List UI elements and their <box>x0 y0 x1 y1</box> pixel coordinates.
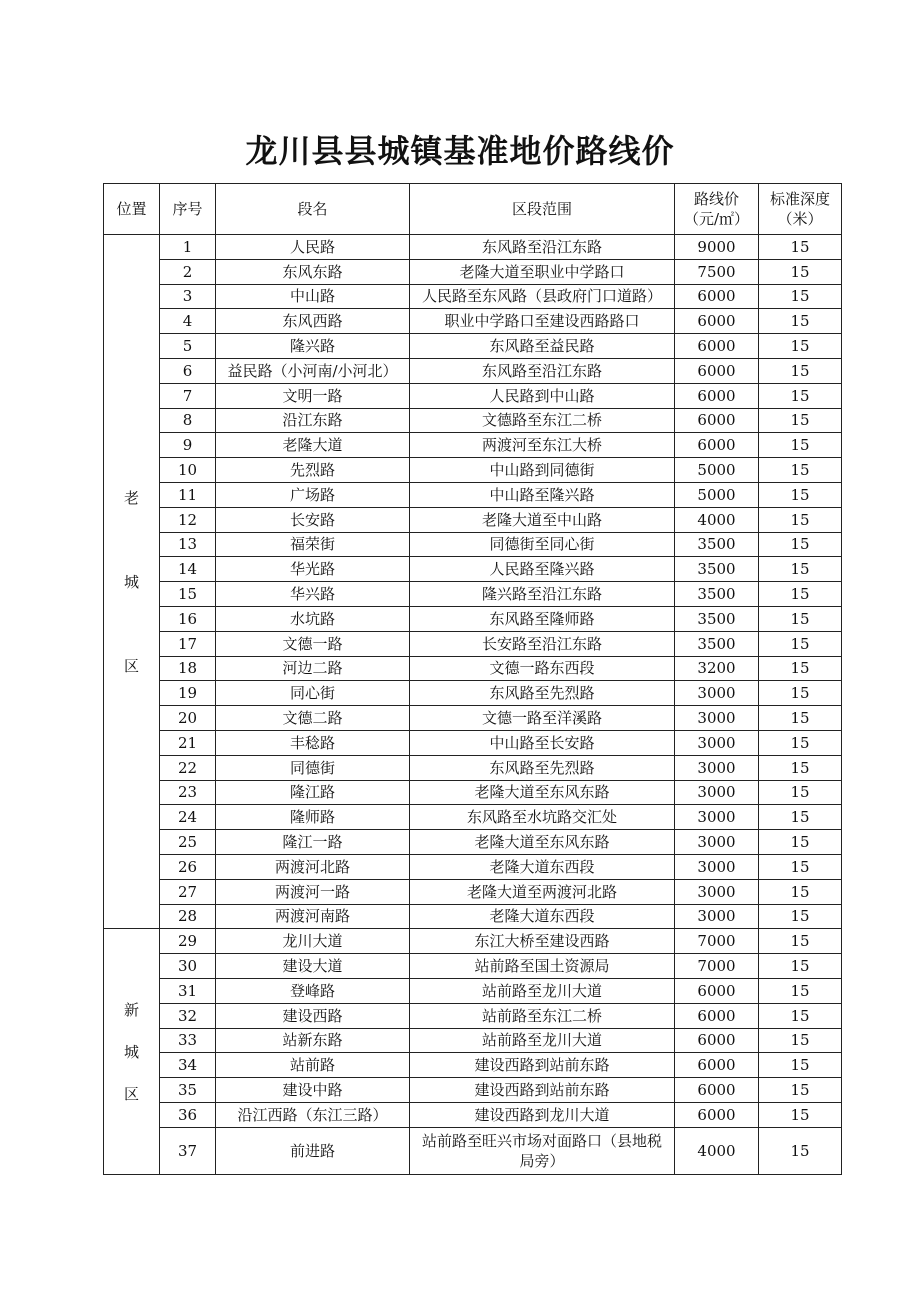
segment-name: 前进路 <box>216 1127 410 1174</box>
table-row <box>104 879 842 904</box>
table-row <box>104 1127 842 1174</box>
district-char: 城 <box>123 1042 139 1061</box>
row-number: 17 <box>160 631 216 656</box>
table-row <box>104 606 842 631</box>
table-row <box>104 755 842 780</box>
table-row <box>104 631 842 656</box>
segment-range: 建设西路到站前东路 <box>410 1078 675 1103</box>
segment-range: 中山路到同德街 <box>410 458 675 483</box>
table-row <box>104 656 842 681</box>
table-row <box>104 1003 842 1028</box>
row-number: 18 <box>160 656 216 681</box>
standard-depth: 15 <box>759 706 842 731</box>
row-number: 30 <box>160 954 216 979</box>
row-number: 1 <box>160 235 216 260</box>
segment-name: 龙川大道 <box>216 929 410 954</box>
table-row <box>104 854 842 879</box>
row-number: 33 <box>160 1028 216 1053</box>
standard-depth: 15 <box>759 259 842 284</box>
segment-name: 同心街 <box>216 681 410 706</box>
row-number: 13 <box>160 532 216 557</box>
standard-depth: 15 <box>759 582 842 607</box>
route-price: 3200 <box>675 656 759 681</box>
table-row <box>104 830 842 855</box>
page-title: 龙川县县城镇基准地价路线价 <box>245 132 675 170</box>
table-row <box>104 978 842 1003</box>
segment-name: 人民路 <box>216 235 410 260</box>
row-number: 16 <box>160 606 216 631</box>
segment-range: 老隆大道至两渡河北路 <box>410 879 675 904</box>
standard-depth: 15 <box>759 954 842 979</box>
table-row <box>104 532 842 557</box>
route-price: 3000 <box>675 780 759 805</box>
standard-depth: 15 <box>759 309 842 334</box>
route-price: 7500 <box>675 259 759 284</box>
segment-name: 文明一路 <box>216 383 410 408</box>
standard-depth: 15 <box>759 1028 842 1053</box>
segment-name: 隆江路 <box>216 780 410 805</box>
standard-depth: 15 <box>759 458 842 483</box>
segment-range: 中山路至隆兴路 <box>410 482 675 507</box>
segment-name: 隆江一路 <box>216 830 410 855</box>
segment-name: 东风东路 <box>216 259 410 284</box>
header-depth <box>759 184 842 235</box>
table-row <box>104 309 842 334</box>
segment-name: 同德街 <box>216 755 410 780</box>
standard-depth: 15 <box>759 1053 842 1078</box>
district-char: 区 <box>123 656 139 675</box>
segment-name: 文德一路 <box>216 631 410 656</box>
standard-depth: 15 <box>759 681 842 706</box>
segment-range: 老隆大道至职业中学路口 <box>410 259 675 284</box>
standard-depth: 15 <box>759 755 842 780</box>
row-number: 23 <box>160 780 216 805</box>
table-row <box>104 284 842 309</box>
segment-name: 站新东路 <box>216 1028 410 1053</box>
standard-depth: 15 <box>759 879 842 904</box>
district-char: 区 <box>123 1084 139 1103</box>
row-number: 31 <box>160 978 216 1003</box>
segment-name: 老隆大道 <box>216 433 410 458</box>
segment-name: 华兴路 <box>216 582 410 607</box>
segment-range: 建设西路到站前东路 <box>410 1053 675 1078</box>
standard-depth: 15 <box>759 978 842 1003</box>
segment-range: 老隆大道至中山路 <box>410 507 675 532</box>
row-number: 22 <box>160 755 216 780</box>
segment-name: 先烈路 <box>216 458 410 483</box>
row-number: 35 <box>160 1078 216 1103</box>
segment-name: 东风西路 <box>216 309 410 334</box>
route-price: 3500 <box>675 532 759 557</box>
standard-depth: 15 <box>759 805 842 830</box>
table-row <box>104 358 842 383</box>
row-number: 20 <box>160 706 216 731</box>
segment-range: 人民路至东风路（县政府门口道路） <box>410 284 675 309</box>
row-number: 28 <box>160 904 216 929</box>
segment-range: 隆兴路至沿江东路 <box>410 582 675 607</box>
district-char: 城 <box>123 572 139 591</box>
segment-name: 河边二路 <box>216 656 410 681</box>
table-row <box>104 408 842 433</box>
standard-depth: 15 <box>759 334 842 359</box>
standard-depth: 15 <box>759 1078 842 1103</box>
segment-range: 文德一路东西段 <box>410 656 675 681</box>
route-price: 3500 <box>675 582 759 607</box>
route-price: 6000 <box>675 1102 759 1127</box>
standard-depth: 15 <box>759 1102 842 1127</box>
segment-range: 站前路至龙川大道 <box>410 978 675 1003</box>
table-row <box>104 1078 842 1103</box>
segment-name: 文德二路 <box>216 706 410 731</box>
table-row <box>104 582 842 607</box>
segment-range: 站前路至龙川大道 <box>410 1028 675 1053</box>
standard-depth: 15 <box>759 656 842 681</box>
segment-range: 老隆大道东西段 <box>410 854 675 879</box>
route-price: 3000 <box>675 830 759 855</box>
standard-depth: 15 <box>759 284 842 309</box>
segment-range: 建设西路到龙川大道 <box>410 1102 675 1127</box>
row-number: 36 <box>160 1102 216 1127</box>
route-price: 6000 <box>675 383 759 408</box>
segment-range: 老隆大道至东风东路 <box>410 830 675 855</box>
route-price: 3000 <box>675 879 759 904</box>
header-range: 区段范围 <box>410 184 675 235</box>
route-price: 6000 <box>675 433 759 458</box>
route-price: 3000 <box>675 706 759 731</box>
segment-name: 长安路 <box>216 507 410 532</box>
row-number: 15 <box>160 582 216 607</box>
standard-depth: 15 <box>759 433 842 458</box>
segment-name: 华光路 <box>216 557 410 582</box>
route-price: 3000 <box>675 730 759 755</box>
row-number: 21 <box>160 730 216 755</box>
table-row <box>104 334 842 359</box>
row-number: 24 <box>160 805 216 830</box>
district-char: 新 <box>123 1000 139 1019</box>
header-price <box>675 184 759 235</box>
route-price: 6000 <box>675 358 759 383</box>
table-row <box>104 1102 842 1127</box>
segment-name: 丰稔路 <box>216 730 410 755</box>
row-number: 12 <box>160 507 216 532</box>
route-price: 6000 <box>675 978 759 1003</box>
route-price: 3000 <box>675 904 759 929</box>
standard-depth: 15 <box>759 854 842 879</box>
row-number: 11 <box>160 482 216 507</box>
row-number: 8 <box>160 408 216 433</box>
segment-name: 建设中路 <box>216 1078 410 1103</box>
row-number: 5 <box>160 334 216 359</box>
route-price: 3000 <box>675 755 759 780</box>
district-new-city <box>104 929 160 1174</box>
standard-depth: 15 <box>759 780 842 805</box>
row-number: 32 <box>160 1003 216 1028</box>
standard-depth: 15 <box>759 1003 842 1028</box>
segment-range: 文德一路至洋溪路 <box>410 706 675 731</box>
segment-name: 建设大道 <box>216 954 410 979</box>
district-old-city <box>104 235 160 929</box>
row-number: 3 <box>160 284 216 309</box>
standard-depth: 15 <box>759 532 842 557</box>
segment-range: 东风路至沿江东路 <box>410 358 675 383</box>
segment-range: 人民路到中山路 <box>410 383 675 408</box>
segment-name: 中山路 <box>216 284 410 309</box>
route-price: 3500 <box>675 557 759 582</box>
route-price: 6000 <box>675 1003 759 1028</box>
segment-range: 东风路至先烈路 <box>410 681 675 706</box>
table-row <box>104 383 842 408</box>
standard-depth: 15 <box>759 482 842 507</box>
segment-range: 东风路至益民路 <box>410 334 675 359</box>
segment-range: 东风路至沿江东路 <box>410 235 675 260</box>
standard-depth: 15 <box>759 557 842 582</box>
row-number: 26 <box>160 854 216 879</box>
table-row <box>104 482 842 507</box>
standard-depth: 15 <box>759 507 842 532</box>
segment-name: 广场路 <box>216 482 410 507</box>
table-row <box>104 780 842 805</box>
route-price: 4000 <box>675 507 759 532</box>
table-row <box>104 904 842 929</box>
row-number: 6 <box>160 358 216 383</box>
segment-name: 两渡河北路 <box>216 854 410 879</box>
segment-range: 长安路至沿江东路 <box>410 631 675 656</box>
route-price: 5000 <box>675 482 759 507</box>
segment-name: 隆师路 <box>216 805 410 830</box>
route-price: 3000 <box>675 854 759 879</box>
standard-depth: 15 <box>759 235 842 260</box>
header-position: 位置 <box>104 184 160 235</box>
table-row <box>104 929 842 954</box>
segment-name: 益民路（小河南/小河北） <box>216 358 410 383</box>
row-number: 7 <box>160 383 216 408</box>
table-row <box>104 730 842 755</box>
segment-range: 文德路至东江二桥 <box>410 408 675 433</box>
row-number: 25 <box>160 830 216 855</box>
route-price: 9000 <box>675 235 759 260</box>
header-price-line1: 路线价 <box>693 190 739 208</box>
row-number: 2 <box>160 259 216 284</box>
segment-range: 老隆大道至东风东路 <box>410 780 675 805</box>
route-price: 6000 <box>675 408 759 433</box>
segment-range: 两渡河至东江大桥 <box>410 433 675 458</box>
segment-name: 两渡河一路 <box>216 879 410 904</box>
land-price-table <box>103 183 842 1175</box>
segment-range: 职业中学路口至建设西路路口 <box>410 309 675 334</box>
district-char: 老 <box>123 488 139 507</box>
segment-name: 两渡河南路 <box>216 904 410 929</box>
table-row <box>104 259 842 284</box>
table-body <box>104 235 842 1175</box>
row-number: 34 <box>160 1053 216 1078</box>
table-row <box>104 706 842 731</box>
table-row <box>104 805 842 830</box>
segment-range: 站前路至东江二桥 <box>410 1003 675 1028</box>
route-price: 6000 <box>675 1028 759 1053</box>
route-price: 3500 <box>675 606 759 631</box>
header-seq: 序号 <box>160 184 216 235</box>
row-number: 10 <box>160 458 216 483</box>
standard-depth: 15 <box>759 606 842 631</box>
route-price: 6000 <box>675 284 759 309</box>
row-number: 9 <box>160 433 216 458</box>
header-row <box>104 184 842 235</box>
segment-range: 人民路至隆兴路 <box>410 557 675 582</box>
table-row <box>104 235 842 260</box>
standard-depth: 15 <box>759 383 842 408</box>
route-price: 6000 <box>675 309 759 334</box>
segment-name: 福荣街 <box>216 532 410 557</box>
segment-range: 东江大桥至建设西路 <box>410 929 675 954</box>
segment-range: 东风路至隆师路 <box>410 606 675 631</box>
segment-range: 老隆大道东西段 <box>410 904 675 929</box>
standard-depth: 15 <box>759 408 842 433</box>
standard-depth: 15 <box>759 631 842 656</box>
table-row <box>104 433 842 458</box>
route-price: 7000 <box>675 954 759 979</box>
route-price: 7000 <box>675 929 759 954</box>
row-number: 19 <box>160 681 216 706</box>
route-price: 6000 <box>675 1078 759 1103</box>
segment-range: 同德街至同心街 <box>410 532 675 557</box>
standard-depth: 15 <box>759 1127 842 1174</box>
header-depth-line1: 标准深度 <box>769 190 830 208</box>
segment-range: 站前路至国土资源局 <box>410 954 675 979</box>
route-price: 3500 <box>675 631 759 656</box>
segment-name: 沿江西路（东江三路） <box>216 1102 410 1127</box>
table-row <box>104 1053 842 1078</box>
row-number: 37 <box>160 1127 216 1174</box>
segment-name: 水坑路 <box>216 606 410 631</box>
row-number: 4 <box>160 309 216 334</box>
route-price: 5000 <box>675 458 759 483</box>
row-number: 27 <box>160 879 216 904</box>
table-row <box>104 458 842 483</box>
table-row <box>104 681 842 706</box>
segment-name: 建设西路 <box>216 1003 410 1028</box>
segment-range: 站前路至旺兴市场对面路口（县地税局旁） <box>410 1127 675 1174</box>
table-row <box>104 557 842 582</box>
row-number: 14 <box>160 557 216 582</box>
route-price: 6000 <box>675 334 759 359</box>
standard-depth: 15 <box>759 830 842 855</box>
segment-range: 中山路至长安路 <box>410 730 675 755</box>
table-row <box>104 1028 842 1053</box>
header-segment: 段名 <box>216 184 410 235</box>
header-depth-line2: （米） <box>777 210 823 228</box>
segment-name: 登峰路 <box>216 978 410 1003</box>
row-number: 29 <box>160 929 216 954</box>
table-row <box>104 954 842 979</box>
header-price-line2: （元/㎡） <box>683 210 750 228</box>
route-price: 4000 <box>675 1127 759 1174</box>
standard-depth: 15 <box>759 929 842 954</box>
table-row <box>104 507 842 532</box>
standard-depth: 15 <box>759 904 842 929</box>
standard-depth: 15 <box>759 358 842 383</box>
route-price: 3000 <box>675 805 759 830</box>
segment-range: 东风路至先烈路 <box>410 755 675 780</box>
segment-range: 东风路至水坑路交汇处 <box>410 805 675 830</box>
segment-name: 隆兴路 <box>216 334 410 359</box>
segment-name: 站前路 <box>216 1053 410 1078</box>
route-price: 3000 <box>675 681 759 706</box>
standard-depth: 15 <box>759 730 842 755</box>
segment-name: 沿江东路 <box>216 408 410 433</box>
route-price: 6000 <box>675 1053 759 1078</box>
